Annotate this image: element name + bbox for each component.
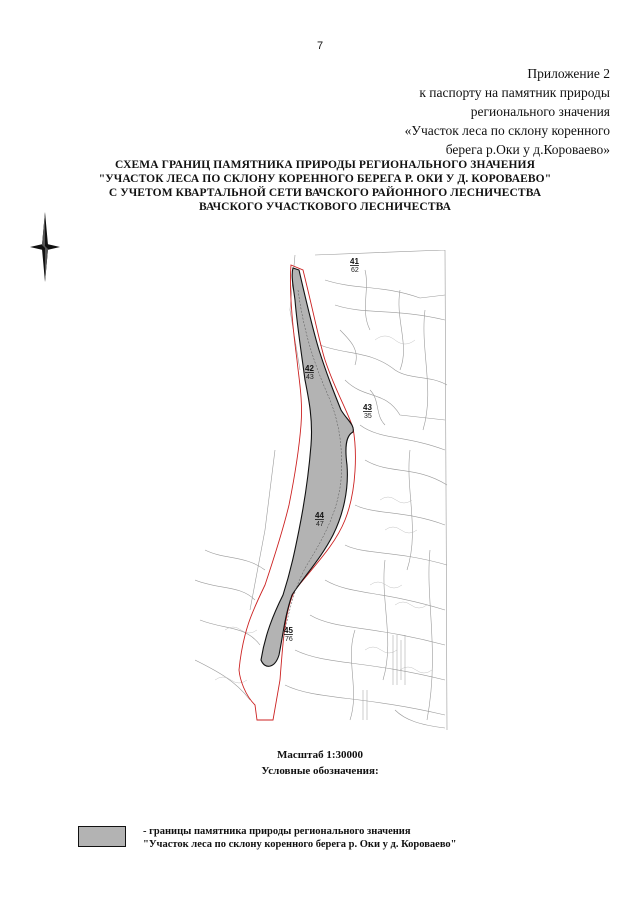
legend-item-text [143,825,613,851]
appendix-note [250,64,610,159]
quarter-label-41 [350,257,359,274]
quarter-label-45 [284,626,293,643]
scheme-title [30,158,620,214]
quarter-number: 42 [305,364,314,373]
appendix-line: регионального значения [470,104,610,119]
quarter-area: 43 [306,374,314,381]
legend-swatch [78,826,126,847]
map-scale: Масштаб 1:30000 [276,749,363,761]
quarter-number: 45 [284,626,293,635]
legend-line: - границы памятника природы регионального значения [143,826,411,837]
title-line: С УЧЕТОМ КВАРТАЛЬНОЙ СЕТИ ВАЧСКОГО РАЙОННОГО ЛЕСНИЧЕСТВА [108,187,542,199]
title-line: ВАЧСКОГО УЧАСТКОВОГО ЛЕСНИЧЕСТВА [198,201,452,213]
quarter-area: 76 [285,636,293,643]
legend-heading: Условные обозначения: [261,765,379,777]
quarter-area: 62 [351,267,359,274]
quarter-area: 47 [316,521,324,528]
quarter-number: 41 [350,257,359,266]
quarter-number: 44 [315,511,324,520]
quarter-number: 43 [363,403,372,412]
appendix-line: к паспорту на памятник природы [419,85,610,100]
title-line: "УЧАСТОК ЛЕСА ПО СКЛОНУ КОРЕННОГО БЕРЕГА Р. ОКИ У Д. КОРОВАЕВО" [98,173,552,185]
legend-line: "Участок леса по склону коренного берега р. Оки у д. Короваево" [143,839,457,850]
quarter-label-43 [363,403,372,420]
title-line: СХЕМА ГРАНИЦ ПАМЯТНИКА ПРИРОДЫ РЕГИОНАЛЬНОГО ЗНАЧЕНИЯ [115,159,535,171]
quarter-area: 35 [364,413,372,420]
quarter-label-44 [315,511,324,528]
appendix-line: Приложение 2 [527,66,610,81]
appendix-line: берега р.Оки у д.Короваево» [445,142,610,157]
appendix-line: «Участок леса по склону коренного [404,123,610,138]
compass-rose-icon [30,212,60,282]
page-number: 7 [316,40,324,52]
quarter-label-42 [305,364,314,381]
boundary-map [195,250,450,735]
